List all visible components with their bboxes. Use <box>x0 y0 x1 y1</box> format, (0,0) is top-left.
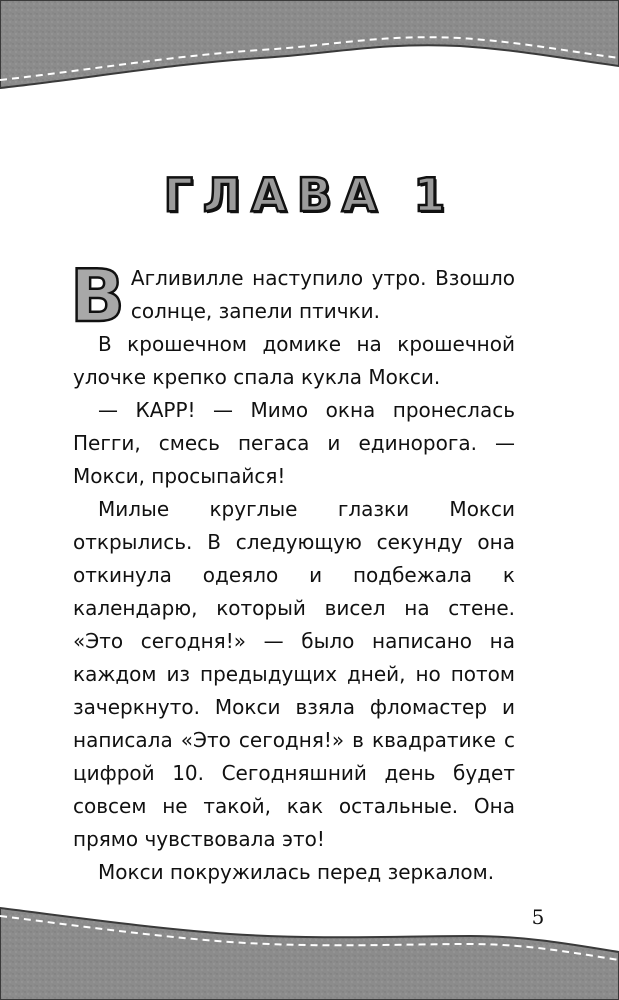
chapter-label: ГЛАВА <box>163 168 388 222</box>
chapter-body <box>70 254 515 889</box>
paragraph-3: — КАРР! — Мимо окна пронеслась Пегги, смесь пегаса и единорога. — Мокси, просыпайся! <box>73 398 515 488</box>
drop-cap: В <box>70 254 125 338</box>
paragraph-4: Милые круглые глазки Мокси открылись. В следующую секунду она откинула одеяло и подбежала к календарю, который висел на стене. «Это сегодня!» — было написано на каждом из предыдущих дней, но потом зачеркнуто. Мокси взяла фломастер и написала «Это сегодня!» в квадратике с цифрой 10. Сегодняшний день будет совсем не такой, как остальные. Она прямо чувствовала это! <box>73 497 515 851</box>
paragraph-2: В крошечном домике на крошечной улочке крепко спала кукла Мокси. <box>73 332 515 389</box>
paragraph-1 <box>70 254 515 338</box>
paragraph-5: Мокси покружилась перед зеркалом. <box>98 860 495 884</box>
chapter-title <box>0 168 619 222</box>
chapter-number: 1 <box>413 168 456 222</box>
page-number: 5 <box>531 905 545 929</box>
paragraph-1-text: Агливилле наступило утро. Взошло солнце, запели птички. <box>130 266 515 323</box>
